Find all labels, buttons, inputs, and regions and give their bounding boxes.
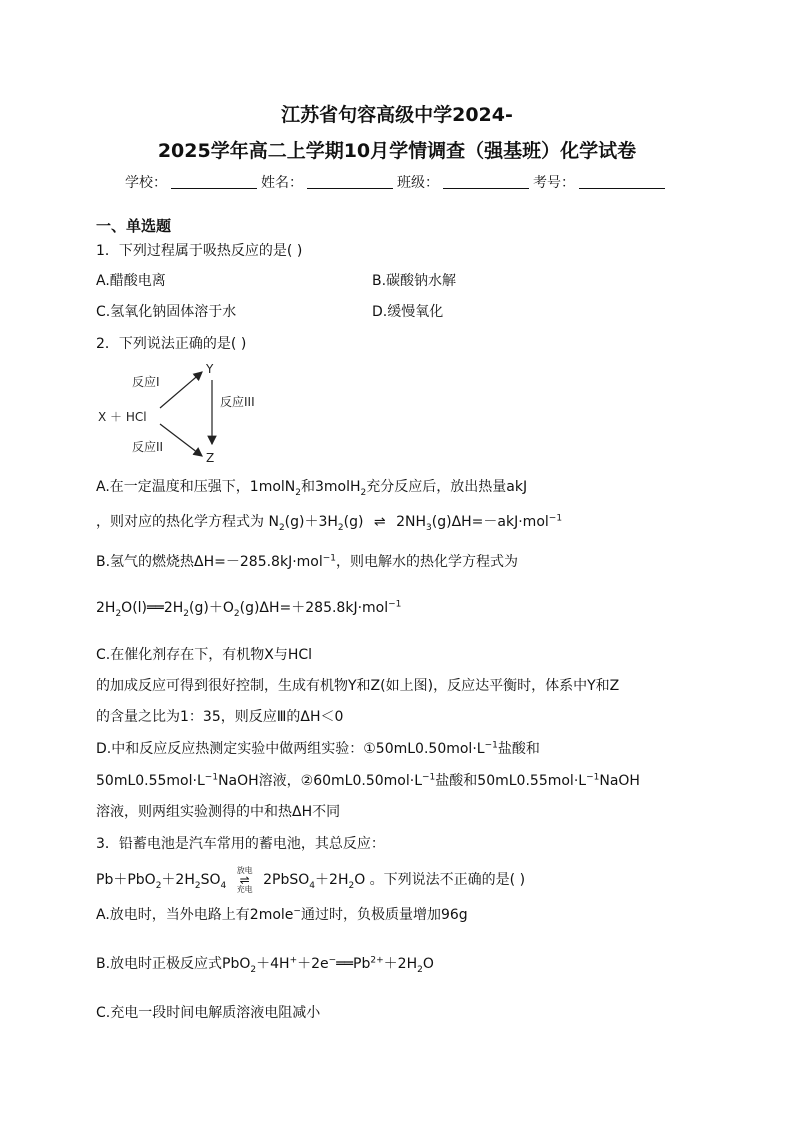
reaction-diagram (92, 358, 282, 470)
q1-option-a: A.醋酸电离 (96, 273, 166, 289)
q2-option-a-line1: A.在一定温度和压强下，1molN$_2$和3molH$_2$充分反应后，放出热量akJ (96, 479, 528, 498)
q3-option-b: B.放电时正极反应式$PbO_2+4H^++2e^-══Pb^{2+}+2H_2O$ (96, 955, 434, 975)
charge-discharge-arrow: 放电 ⇌ 充电 (236, 866, 253, 894)
school-blank (171, 174, 257, 189)
q1-option-c: C.氢氧化钠固体溶于水 (96, 304, 237, 320)
student-info-row (125, 172, 669, 192)
q1-option-d: D.缓慢氧化 (372, 304, 444, 320)
diagram-product-z: Z (206, 451, 215, 465)
school-label: 学校： (125, 175, 167, 191)
q3-option-c: C.充电一段时间电解质溶液电阻减小 (96, 1005, 321, 1021)
q1-stem: 1．下列过程属于吸热反应的是( ) (96, 243, 303, 259)
q2-option-d-line3: 溶液，则两组实验测得的中和热ΔH不同 (96, 804, 341, 820)
name-label: 姓名： (261, 175, 303, 191)
q2-option-b-line2: $2H_2O(l)══2H_2(g)+O_2(g)\Delta H=+285.8kJ\cdot mol^{-1}$ (96, 599, 402, 619)
class-blank (443, 174, 529, 189)
q3-option-a: A.放电时，当外电路上有2mole−通过时，负极质量增加96g (96, 906, 468, 923)
reversible-arrow-icon: ⇌ (239, 873, 250, 887)
page-title-line2: 2025学年高二上学期10月学情调查（强基班）化学试卷 (157, 140, 637, 162)
q2-option-c-line2: 的加成反应可得到很好控制，生成有机物Y和Z(如上图)，反应达平衡时，体系中Y和Z (96, 678, 620, 694)
diagram-product-y: Y (206, 362, 214, 376)
page-title-line1: 江苏省句容高级中学2024- (281, 104, 513, 126)
diagram-reactants: X ＋ HCl (98, 410, 147, 424)
name-blank (307, 174, 393, 189)
q2-option-c-line3: 的含量之比为1：35，则反应Ⅲ的ΔH＜0 (96, 709, 344, 725)
diagram-label-r1: 反应I (132, 375, 160, 389)
diagram-label-r2: 反应II (132, 440, 164, 454)
circled-one: ① (363, 741, 376, 757)
arrow-r1 (160, 372, 202, 408)
exam-number-label: 考号： (533, 175, 575, 191)
q2-stem: 2．下列说法正确的是( ) (96, 336, 247, 352)
class-label: 班级： (397, 175, 439, 191)
q3-stem: 3．铅蓄电池是汽车常用的蓄电池，其总反应： (96, 836, 385, 852)
q1-option-b: B.碳酸钠水解 (372, 273, 457, 289)
q2-option-a-line2: ，则对应的热化学方程式为 $N_2(g)+3H_2(g)$ ⇌ $2NH_3(g)\Delta H=-akJ\cdot mol^{-1}$ (96, 513, 563, 533)
arrow-r2 (160, 424, 202, 456)
q2-option-d-line1: D.中和反应反应热测定实验中做两组实验：$①50mL0.50mol\cdot L^{-1}$盐酸和 (96, 740, 540, 757)
section-title: 一、单选题 (96, 217, 172, 235)
q2-option-c-line1: C.在催化剂存在下，有机物X与HCl (96, 647, 313, 663)
q2-option-b-line1: B.氢气的燃烧热ΔH=－285.8kJ·mol$^{-1}$，则电解水的热化学方程式为 (96, 553, 519, 570)
diagram-label-r3: 反应III (220, 395, 255, 409)
q3-equation: $Pb+PbO_2+2H_2SO_4$ 放电 ⇌ 充电 $2PbSO_4+2H_2O$ 。下列说法不正确的是( ) (96, 866, 526, 894)
q2-option-d-line2: $50mL0.55mol\cdot L^{-1}NaOH$溶液，$②60mL0.50mol\cdot L^{-1}$盐酸和$50mL0.55mol\cdot L^{-1}NaOH$ (96, 772, 640, 789)
reversible-arrow: ⇌ (373, 514, 386, 530)
exam-number-blank (579, 174, 665, 189)
circled-two: ② (300, 773, 314, 789)
